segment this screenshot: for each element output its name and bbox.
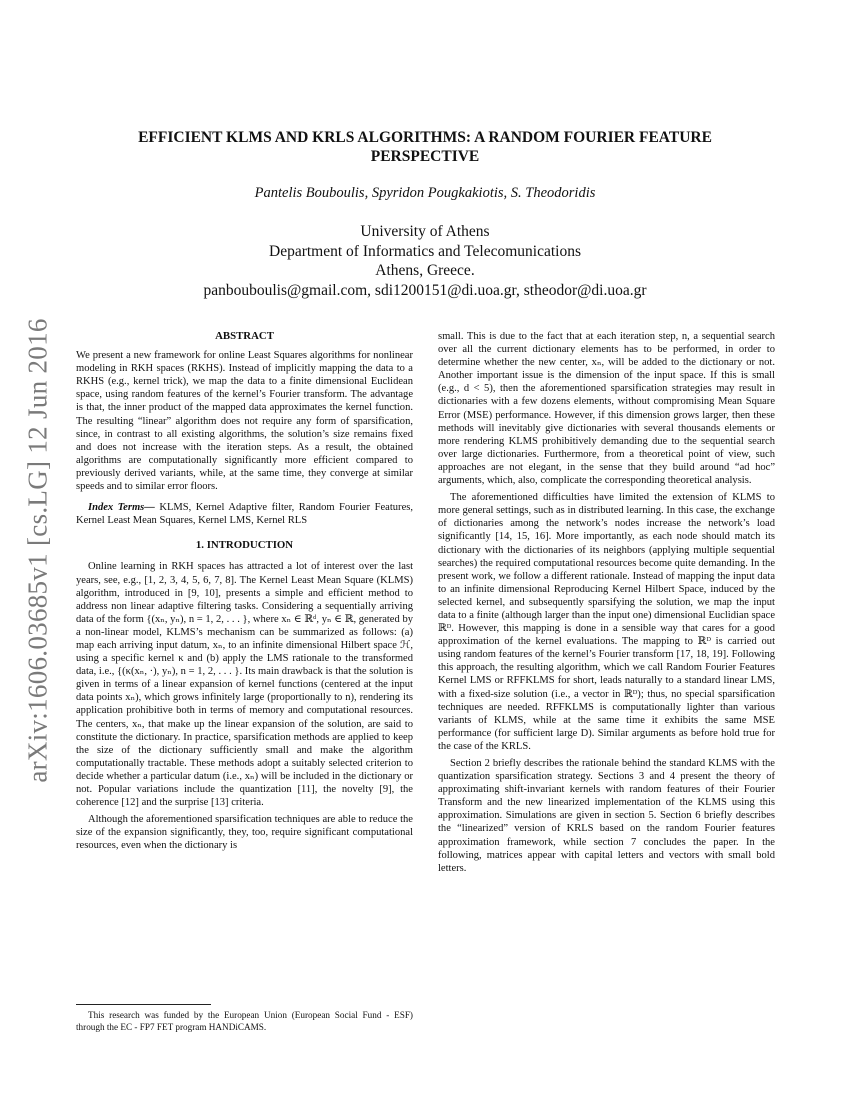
- left-column: [76, 330, 413, 852]
- footnote-rule: [76, 1004, 211, 1005]
- affiliation-block: [100, 222, 750, 300]
- index-terms-label: Index Terms—: [88, 502, 155, 514]
- abstract-text: We present a new framework for online Least Squares algorithms for nonlinear modeling in RKH spaces (RKHS). Instead of implicitly mapping the data to a RKHS (e.g., kernel trick), we map the data to a finite dimensional Euclidean space, using random features of the kernel’s Fourier transform. The advantage is that, the inner product of the mapped data approximates the kernel function. The resulting “linear” algorithm does not require any form of sparsification, since, in contrast to all existing algorithms, the solution’s size remains fixed and does not increase with the iteration steps. As a result, the obtained algorithms are computationally significantly more efficient compared to previously derived variants, while, at the same time, they converge at similar speeds and to similar error floors.: [76, 350, 413, 493]
- abstract-heading: ABSTRACT: [215, 330, 274, 342]
- affiliation-department: Department of Informatics and Telecomunications: [269, 242, 581, 260]
- paper-title-line-2: PERSPECTIVE: [370, 148, 480, 165]
- intro-paragraph-4: The aforementioned difficulties have limited the extension of KLMS to more general settings, such as in distributed learning. In this case, the exchange of dictionaries among the network’s nodes increase the network’s load significantly [14, 15, 16]. More importantly, as each node should match its dictionary with the dictionaries of its neighbors (applying multiple sequential searches) the required computational resources become quite demanding. In the present work, we follow a different rationale. Instead of mapping the input data to an infinite dimensional Reproducing Kernel Hilbert Space, induced by the selected kernel, and subsequently sparsifying the solution, we map the input data to a finite (although larger than the input one) dimensional Euclidian space ℝᴰ. However, this mapping is done in a sensible way that cares for a good approximation of the kernel evaluations. The mapping to ℝᴰ is carried out using random features of the kernel’s Fourier transform [17, 18, 19]. Following this approach, the resulting algorithm, which we call Random Fourier Features Kernel LMS or RFFKLMS for short, leads naturally to a standard linear LMS, with a fixed-size solution (i.e., a vector in ℝᴰ); thus, no special sparsification techniques are needed. RFFKLMS is computationally lighter than various variants of KLMS, while at the same time it exhibits the same MSE performance (for sufficient large D). Similar arguments as before hold true for the case of the KRLS.: [438, 492, 775, 752]
- paper-title: [100, 128, 750, 166]
- introduction-heading: 1. INTRODUCTION: [195, 539, 294, 552]
- intro-paragraph-5: Section 2 briefly describes the rationale behind the standard KLMS with the quantization sparsification strategy. Sections 3 and 4 present the theory of approximating shift-invariant kernels with random features of their Fourier Transform and the new linearized implementation of the KLMS using this approximation. Simulations are given in section 5. Section 6 briefly describes the “linearized” version of KRLS based on the random Fourier features approximation framework, while section 7 concludes the paper. In the following, matrices appear with capital letters and vectors with small bold letters.: [438, 758, 775, 874]
- funding-footnote-text: This research was funded by the European Union (European Social Fund - ESF) through the EC - FP7 FET program HANDiCAMS.: [76, 1010, 413, 1032]
- intro-paragraph-1: Online learning in RKH spaces has attracted a lot of interest over the last years, see, e.g., [1, 2, 3, 4, 5, 6, 7, 8]. The Kernel Least Mean Square (KLMS) algorithm, introduced in [9, 10], presents a simple and efficient method to address non linear adaptive filtering tasks. Considering a sequentially arriving data of the form {(xₙ, yₙ), n = 1, 2, . . . }, where xₙ ∈ ℝᵈ, yₙ ∈ ℝ, generated by a non-linear model, KLMS’s mechanism can be summarized as follows: (a) map each arriving input datum, xₙ, to an infinite dimensional Hilbert space ℋ, using a specific kernel κ and (b) apply the LMS rationale to the transformed data, i.e., {(κ(xₙ, ·), yₙ), n = 1, 2, . . . }. Its main drawback is that the solution is given in terms of a linear expansion of kernel functions (centered at the input data points xₙ), which grows infinitely large (proportionally to n), rendering its application prohibitive both in terms of memory and computational resources. The centers, xₙ, that make up the linear expansion of the solution, are said to constitute the dictionary. In practice, sparsification methods are applied to keep the size of the dictionary sufficiently small and make the algorithm computationally tractable. These methods adopt a suitably selected criterion to decide whether a particular datum (i.e., xₙ) will be included in the dictionary or not. Popular variations include the quantization [11], the novelty [9], the coherence [12] and the surprise [13] criteria.: [76, 561, 413, 809]
- funding-footnote: [76, 1004, 413, 1033]
- right-column: [438, 330, 775, 875]
- affiliation-university: University of Athens: [360, 223, 490, 240]
- index-terms-text: KLMS, Kernel Adaptive filter, Random Fourier Features, Kernel Least Mean Squares, Kernel LMS, Kernel RLS: [76, 502, 413, 527]
- intro-paragraph-2: Although the aforementioned sparsification techniques are able to reduce the size of the expansion significantly, they, too, require significant computational resources, even when the dictionary is: [76, 814, 413, 852]
- affiliation-emails: panbouboulis@gmail.com, sdi1200151@di.uoa.gr, stheodor@di.uoa.gr: [203, 281, 647, 299]
- intro-paragraph-3: small. This is due to the fact that at each iteration step, n, a sequential search over all the current dictionary elements has to be performed, in order to determine whether the new center, xₙ, will be added to the dictionary or not. Another important issue is the dimension of the input space. If this is small (e.g., d < 5), then the aforementioned sparsification strategies may result in dictionaries with a few dozens elements, without compromising Mean Square Error (MSE) performance. However, if this dimension grows larger, then these methods will inevitably give dictionaries with several thousands elements or more rendering KLMS prohibitively demanding due to the sequential search over large dictionaries. Furthermore, from a theoretical point of view, such approaches are not elegant, in the sense that they build around “ad hoc” arguments, which, also, complicate the corresponding theoretical analysis.: [438, 331, 775, 487]
- affiliation-location: Athens, Greece.: [375, 262, 475, 279]
- paper-title-line-1: EFFICIENT KLMS AND KRLS ALGORITHMS: A RANDOM FOURIER FEATURE: [138, 129, 712, 146]
- arxiv-identifier-stamp: [18, 0, 58, 1100]
- arxiv-identifier-text: arXiv:1606.03685v1 [cs.LG] 12 Jun 2016: [22, 317, 53, 783]
- paper-authors: Pantelis Bouboulis, Spyridon Pougkakiotis, S. Theodoridis: [254, 185, 596, 201]
- index-terms: [76, 501, 413, 527]
